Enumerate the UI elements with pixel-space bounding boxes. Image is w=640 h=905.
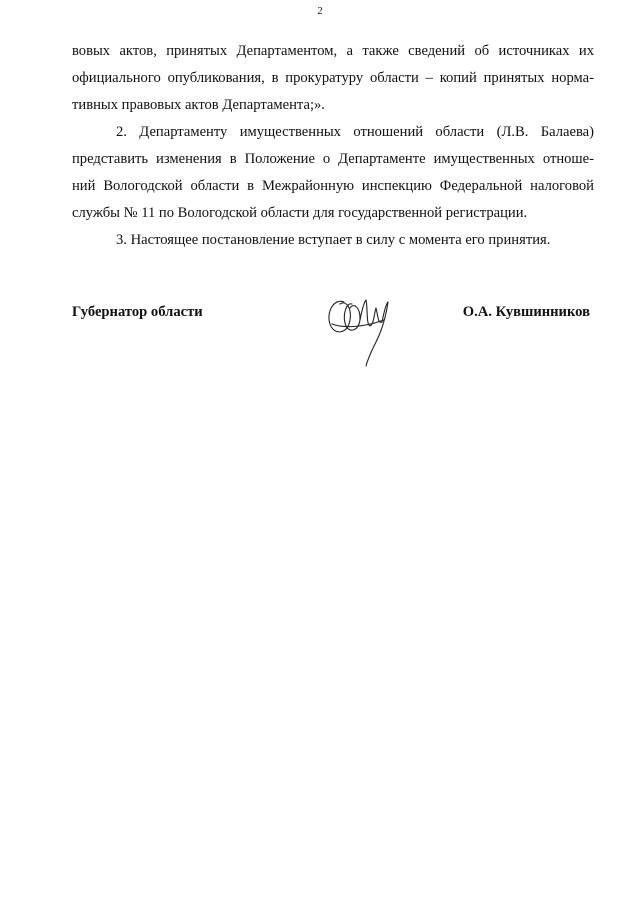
text-line: вовых актов, принятых Департаментом, а также сведений об источниках их [72,43,594,59]
paragraph-1 [72,38,594,119]
signatory-title: Губернатор области [72,304,203,320]
document-body [72,38,594,254]
text-line: представить изменения в Положение о Департаменте имущественных отноше- [72,151,594,167]
signatory-name: О.А. Кувшинников [462,304,590,320]
text-line: ний Вологодской области в Межрайонную инспекцию Федеральной налоговой [72,178,594,194]
text-line: службы № 11 по Вологодской области для государственной регистрации. [72,205,528,221]
signature-block [72,290,594,370]
text-line: 3. Настоящее постановление вступает в силу с момента его принятия. [116,232,551,248]
page-number: 2 [317,5,323,17]
text-line: официального опубликования, в прокуратуру области – копий принятых норма- [72,70,594,86]
text-line: тивных правовых актов Департамента;». [72,97,325,113]
text-line: 2. Департаменту имущественных отношений области (Л.В. Балаева) [116,124,594,140]
paragraph-3 [72,227,594,254]
paragraph-2 [72,119,594,227]
handwritten-signature-icon [322,290,402,368]
